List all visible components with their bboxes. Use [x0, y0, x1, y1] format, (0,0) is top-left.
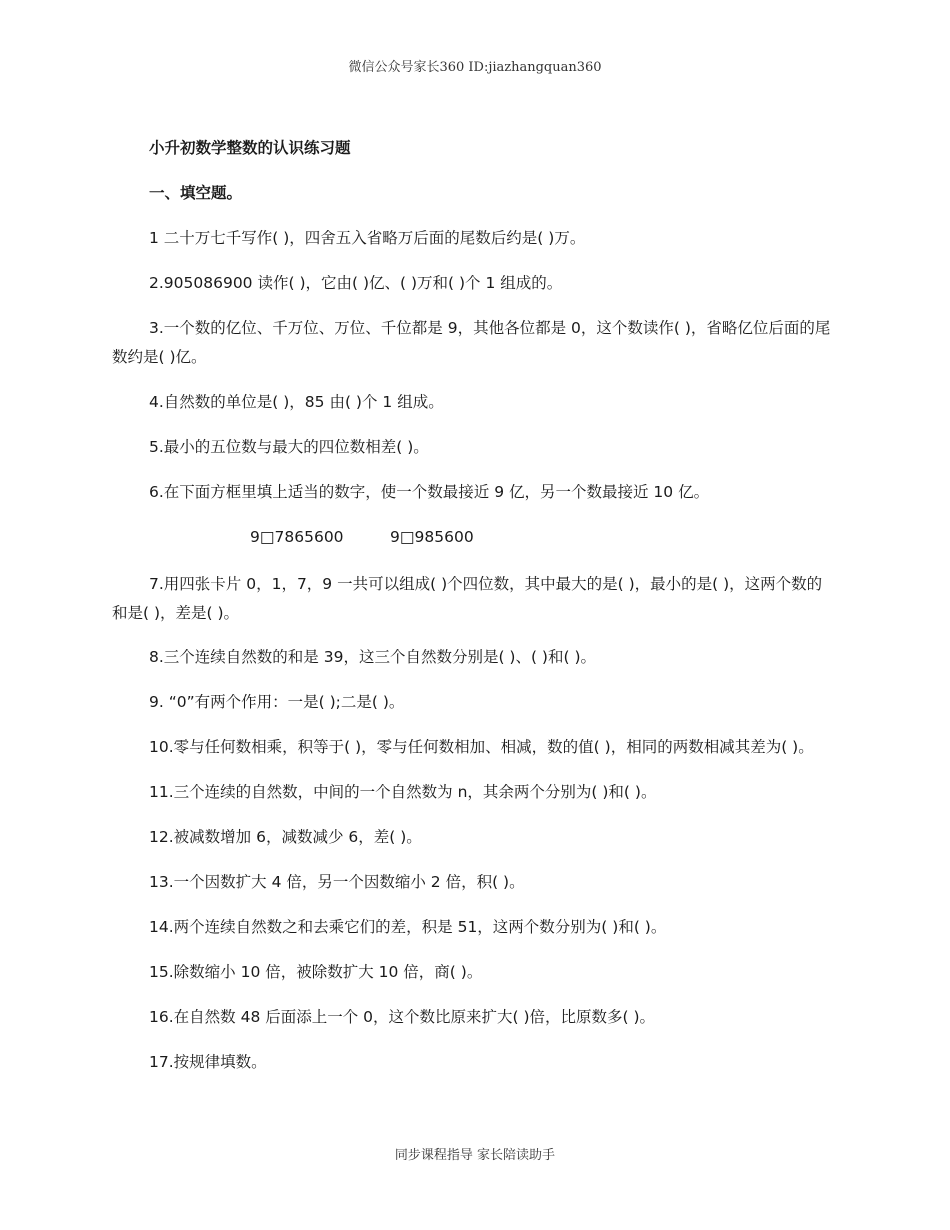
- question-11: 11.三个连续的自然数，中间的一个自然数为 n，其余两个分别为( )和( )。: [149, 783, 657, 801]
- question-9: 9. “0”有两个作用：一是( );二是( )。: [149, 693, 405, 711]
- section-heading: 一、填空题。: [149, 184, 243, 202]
- question-6-number-1: 9□7865600: [250, 528, 344, 546]
- question-13: 13.一个因数扩大 4 倍，另一个因数缩小 2 倍，积( )。: [149, 873, 525, 891]
- question-8: 8.三个连续自然数的和是 39，这三个自然数分别是( )、( )和( )。: [149, 648, 597, 666]
- question-3: 3.一个数的亿位、千万位、万位、千位都是 9，其他各位都是 0，这个数读作( )，省略亿位后面的尾数约是( )亿。: [112, 319, 831, 366]
- question-4: 4.自然数的单位是( )，85 由( )个 1 组成。: [149, 393, 444, 411]
- question-1: 1 二十万七千写作( )，四舍五入省略万后面的尾数后约是( )万。: [149, 229, 586, 247]
- question-15: 15.除数缩小 10 倍，被除数扩大 10 倍，商( )。: [149, 963, 483, 981]
- document-title: 小升初数学整数的认识练习题: [149, 139, 351, 157]
- page-header: 微信公众号家长360 ID:jiazhangquan360: [348, 60, 602, 75]
- question-14: 14.两个连续自然数之和去乘它们的差，积是 51，这两个数分别为( )和( )。: [149, 918, 667, 936]
- question-7: 7.用四张卡片 0，1，7，9 一共可以组成( )个四位数，其中最大的是( )，最小的是( )，这两个数的和是( )，差是( )。: [112, 575, 823, 622]
- question-16: 16.在自然数 48 后面添上一个 0，这个数比原来扩大( )倍，比原数多( )。: [149, 1008, 656, 1026]
- question-10: 10.零与任何数相乘，积等于( )，零与任何数相加、相减，数的值( )，相同的两数相减其差为( )。: [149, 738, 814, 756]
- question-12: 12.被减数增加 6，减数减少 6，差( )。: [149, 828, 422, 846]
- question-6-number-2: 9□985600: [390, 528, 474, 546]
- question-6: 6.在下面方框里填上适当的数字，使一个数最接近 9 亿，另一个数最接近 10 亿。: [149, 483, 710, 501]
- question-5: 5.最小的五位数与最大的四位数相差( )。: [149, 438, 429, 456]
- question-2: 2.905086900 读作( )，它由( )亿、( )万和( )个 1 组成的。: [149, 274, 563, 292]
- page-footer: 同步课程指导 家长陪读助手: [394, 1148, 556, 1163]
- question-17: 17.按规律填数。: [149, 1053, 267, 1071]
